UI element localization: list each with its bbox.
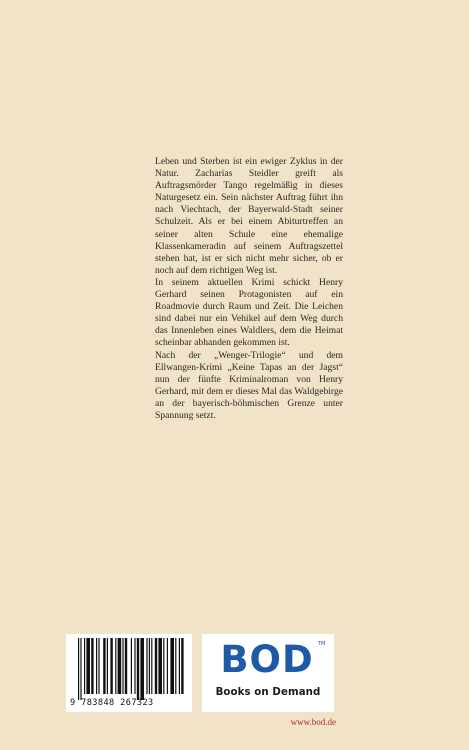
barcode-bar (134, 638, 135, 694)
barcode-bar (179, 638, 180, 694)
barcode-bar (149, 638, 150, 694)
barcode-bar (181, 638, 183, 694)
barcode-bar (125, 638, 127, 694)
barcode-bar (131, 638, 132, 694)
barcode-bar (175, 638, 176, 694)
barcode-bar (96, 638, 97, 694)
publisher-tagline: Books on Demand (215, 687, 321, 698)
barcode-bar (80, 638, 81, 700)
barcode-bar (151, 638, 152, 694)
bod-logo: BOD (220, 638, 314, 681)
blurb-paragraph-2: In seinem aktuellen Krimi schickt Henry Gerhard seinen Protagonisten auf ein Roadmovie durch Raum und Zeit. Die Leichen sind dabei nur ein Vehikel auf dem Weg durch das Innenleben eines Waldlers, dem die Heimat scheinbar abhanden gekommen ist. (155, 276, 343, 349)
isbn-number: 9 783848 267323 (70, 698, 154, 708)
barcode-bar (110, 638, 112, 694)
barcode-bar (158, 638, 162, 694)
barcode-bar (140, 638, 144, 700)
barcode-bar (91, 638, 93, 694)
barcode-bar (170, 638, 174, 694)
barcode-bar (163, 638, 164, 694)
barcode-bar (137, 638, 139, 700)
barcode-bar (98, 638, 99, 694)
barcode-bar (146, 638, 147, 694)
barcode-bar (78, 638, 79, 700)
trademark-mark: TM (318, 641, 326, 647)
publisher-website: www.bod.de (290, 717, 336, 727)
publisher-logo-box (202, 634, 334, 712)
barcode-bar (155, 638, 157, 694)
blurb-paragraph-1: Leben und Sterben ist ein ewiger Zyklus in der Natur. Zacharias Steidler greift als Auftragsmörder Tango regelmäßig in dieses Naturgesetz ein. Sein nächster Auftrag führt ihn nach Viechtach, der Bayerwald-Stadt seiner Schulzeit. Als er bei einem Abiturtreffen an seiner alten Schule eine ehemalige Klassenkameradin auf seinem Auftragszettel stehen hat, ist er sich nicht mehr sicher, ob er noch auf dem richtigen Weg ist. (155, 156, 343, 276)
barcode-bar (115, 638, 116, 694)
back-cover-blurb (155, 156, 343, 422)
barcode-bar (86, 638, 90, 694)
barcode-bar (103, 638, 105, 694)
barcode-bars (66, 634, 192, 700)
barcode-bar (84, 638, 85, 694)
barcode-bar (118, 638, 122, 694)
blurb-paragraph-3: Nach der „Wenger-Trilogie“ und dem Ellwangen-Krimi „Keine Tapas an der Jagst“ nun der fünfte Kriminalroman von Henry Gerhard, mit dem er dieses Mal das Waldgebirge an der bayerisch-böhmischen Grenze unter Spannung setzt. (155, 349, 343, 421)
barcode-bar (122, 638, 123, 694)
isbn-barcode (66, 634, 192, 712)
barcode-bar (107, 638, 108, 694)
barcode-bar (167, 638, 168, 694)
